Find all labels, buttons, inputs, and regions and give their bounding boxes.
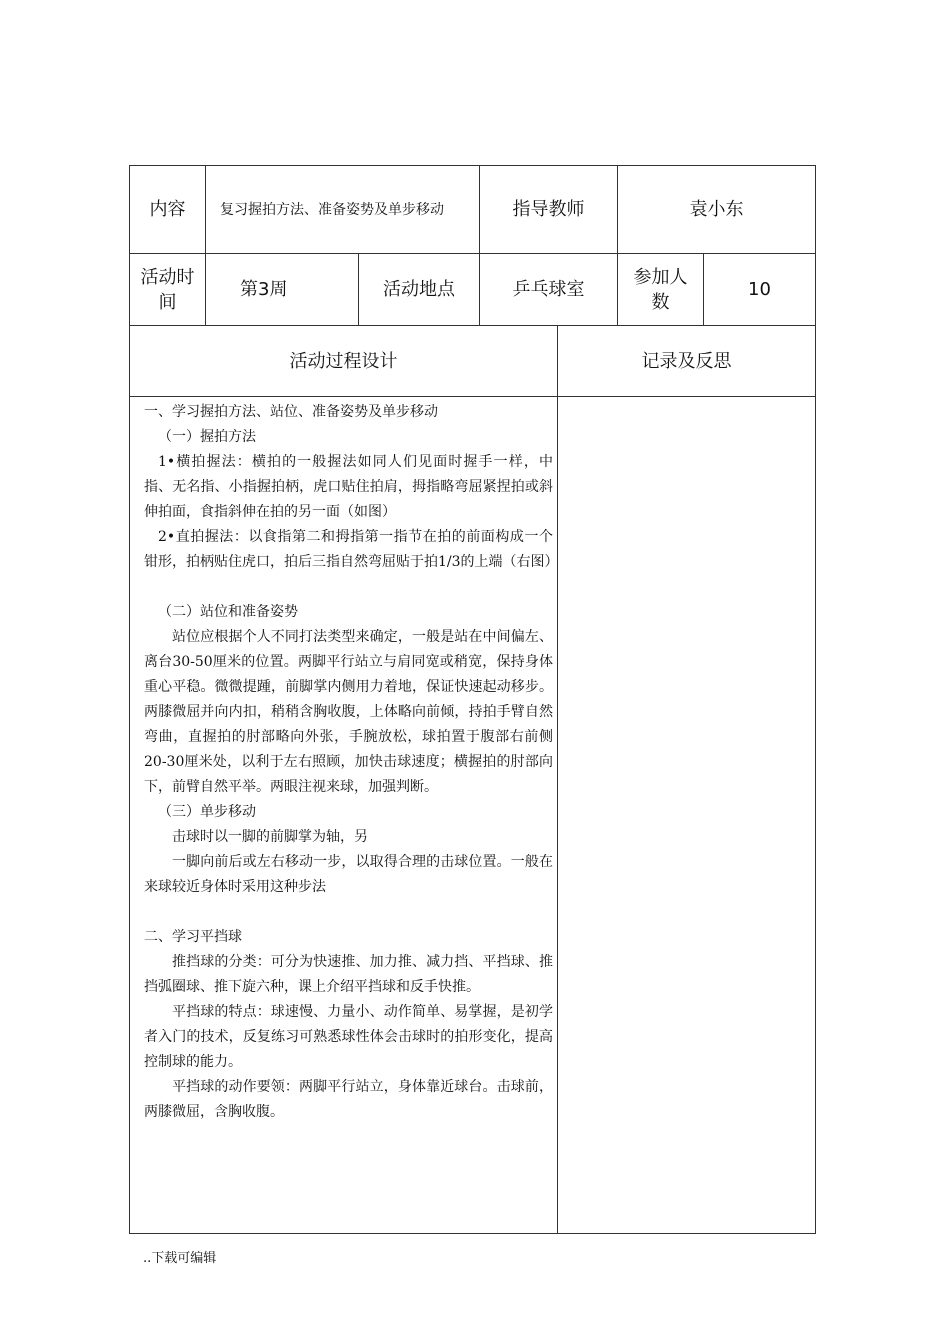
paragraph: 推挡球的分类：可分为快速推、加力推、减力挡、平挡球、推挡弧圈球、推下旋六种，课上介绍平挡球和反手快推。 [144, 954, 553, 995]
time-value: 第3周 [206, 254, 359, 326]
time-label: 活动时间 [130, 254, 206, 326]
section-heading-1: 一、学习握拍方法、站位、准备姿势及单步移动 [144, 404, 438, 420]
content-label: 内容 [130, 166, 206, 254]
subsection-heading: （三）单步移动 [158, 804, 256, 820]
paragraph: 击球时以一脚的前脚掌为轴，另 [172, 829, 368, 845]
place-label: 活动地点 [359, 254, 480, 326]
paragraph: 2•直拍握法：以食指第二和拇指第一指节在拍的前面构成一个钳形，拍柄贴住虎口，拍后三指自然弯屈贴于拍1/3的上端（右图） [144, 529, 559, 570]
paragraph: 站位应根据个人不同打法类型来确定，一般是站在中间偏左、离台30-50厘米的位置。两脚平行站立与肩同宽或稍宽，保持身体重心平稳。微微提踵，前脚掌内侧用力着地，保证快速起动移步。两膝微屈并向内扣，稍稍含胸收腹，上体略向前倾，持拍手臂自然弯曲，直握拍的肘部略向外张，手腕放松，球拍置于腹部右前侧20-30厘米处，以利于左右照顾，加快击球速度；横握拍的肘部向下，前臂自然平举。两眼注视来球，加强判断。 [144, 629, 553, 795]
blank-line [144, 575, 553, 600]
count-value: 10 [704, 254, 816, 326]
paragraph: 1•横拍握法：横拍的一般握法如同人们见面时握手一样，中指、无名指、小指握拍柄，虎口贴住拍肩，拇指略弯屈紧捏拍或斜伸拍面，食指斜伸在拍的另一面（如图） [144, 454, 553, 520]
design-content [130, 397, 557, 1125]
paragraph: 平挡球的动作要领：两脚平行站立，身体靠近球台。击球前，两膝微屈，含胸收腹。 [144, 1079, 553, 1120]
record-header: 记录及反思 [558, 326, 816, 397]
paragraph: 平挡球的特点：球速慢、力量小、动作简单、易掌握，是初学者入门的技术，反复练习可熟悉球性体会击球时的拍形变化，提高控制球的能力。 [144, 1004, 553, 1070]
record-content-cell [558, 397, 816, 1234]
teacher-label: 指导教师 [480, 166, 618, 254]
subsection-heading: （一）握拍方法 [158, 429, 256, 445]
count-label: 参加人数 [618, 254, 704, 326]
place-value: 乒乓球室 [480, 254, 618, 326]
section-heading-2: 二、学习平挡球 [144, 929, 242, 945]
content-value: 复习握拍方法、准备姿势及单步移动 [206, 166, 480, 254]
paragraph: 一脚向前后或左右移动一步，以取得合理的击球位置。一般在来球较近身体时采用这种步法 [144, 854, 553, 895]
footer-note: ..下载可编辑 [143, 1251, 217, 1266]
design-content-cell [130, 397, 558, 1234]
subsection-heading: （二）站位和准备姿势 [158, 604, 298, 620]
teacher-value: 袁小东 [618, 166, 816, 254]
activity-record-table [129, 165, 816, 1234]
blank-line [144, 900, 553, 925]
design-header: 活动过程设计 [130, 326, 558, 397]
